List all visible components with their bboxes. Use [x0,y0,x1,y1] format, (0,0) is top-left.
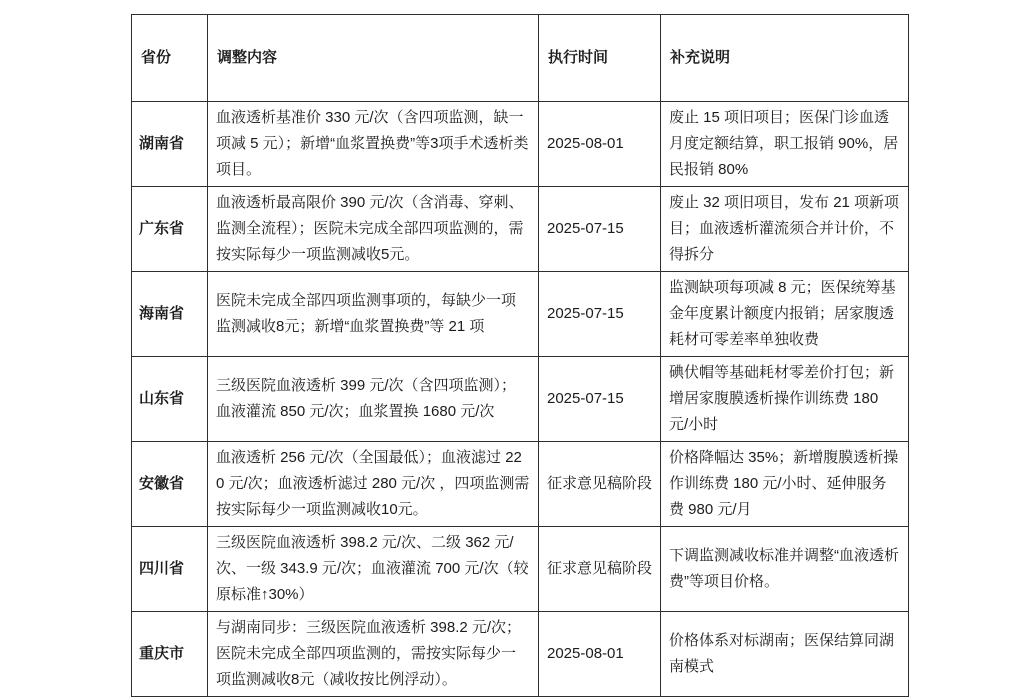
cell-province: 山东省 [132,357,208,442]
cell-note: 价格体系对标湖南；医保结算同湖南模式 [661,612,909,697]
table-row-anhui [132,442,909,527]
header-province: 省份 [132,15,208,102]
cell-adjustment: 血液透析 256 元/次（全国最低）；血液滤过 220 元/次；血液透析滤过 280 元/次 ，四项监测需按实际每少一项监测减收10元。 [208,442,539,527]
cell-time: 2025-07-15 [539,357,661,442]
cell-time: 征求意见稿阶段 [539,527,661,612]
table-row-guangdong [132,187,909,272]
cell-province: 安徽省 [132,442,208,527]
cell-note: 下调监测减收标准并调整“血液透析费”等项目价格。 [661,527,909,612]
cell-adjustment: 血液透析基准价 330 元/次（含四项监测，缺一项减 5 元）；新增“血浆置换费”等3项手术透析类项目。 [208,102,539,187]
table-row-chongqing [132,612,909,697]
cell-province: 四川省 [132,527,208,612]
cell-note: 价格降幅达 35%；新增腹膜透析操作训练费 180 元/小时、延伸服务费 980 元/月 [661,442,909,527]
table-row-hainan [132,272,909,357]
cell-adjustment: 血液透析最高限价 390 元/次（含消毒、穿刺、监测全流程）；医院未完成全部四项监测的，需按实际每少一项监测减收5元。 [208,187,539,272]
cell-time: 2025-07-15 [539,187,661,272]
cell-adjustment: 三级医院血液透析 399 元/次（含四项监测）；血液灌流 850 元/次；血浆置换 1680 元/次 [208,357,539,442]
cell-province: 海南省 [132,272,208,357]
cell-time: 2025-08-01 [539,102,661,187]
header-time: 执行时间 [539,15,661,102]
table-row-sichuan [132,527,909,612]
table-row-shandong [132,357,909,442]
cell-note: 监测缺项每项减 8 元；医保统筹基金年度累计额度内报销；居家腹透耗材可零差率单独收费 [661,272,909,357]
cell-adjustment: 与湖南同步：三级医院血液透析 398.2 元/次；医院未完成全部四项监测的，需按实际每少一项监测减收8元（减收按比例浮动）。 [208,612,539,697]
cell-province: 广东省 [132,187,208,272]
cell-note: 废止 32 项旧项目，发布 21 项新项目；血液透析灌流须合并计价，不得拆分 [661,187,909,272]
cell-time: 2025-07-15 [539,272,661,357]
header-note: 补充说明 [661,15,909,102]
table-row-hunan [132,102,909,187]
cell-adjustment: 医院未完成全部四项监测事项的，每缺少一项监测减收8元；新增“血浆置换费”等 21 项 [208,272,539,357]
dialysis-pricing-table-container [131,14,909,697]
header-adjustment: 调整内容 [208,15,539,102]
cell-note: 碘伏帽等基础耗材零差价打包；新增居家腹膜透析操作训练费 180 元/小时 [661,357,909,442]
dialysis-pricing-table [131,14,909,697]
cell-time: 2025-08-01 [539,612,661,697]
cell-province: 重庆市 [132,612,208,697]
cell-time: 征求意见稿阶段 [539,442,661,527]
header-row [132,15,909,102]
cell-province: 湖南省 [132,102,208,187]
cell-adjustment: 三级医院血液透析 398.2 元/次、二级 362 元/次、一级 343.9 元/次；血液灌流 700 元/次（较原标准↑30%） [208,527,539,612]
cell-note: 废止 15 项旧项目；医保门诊血透月度定额结算，职工报销 90%，居民报销 80% [661,102,909,187]
